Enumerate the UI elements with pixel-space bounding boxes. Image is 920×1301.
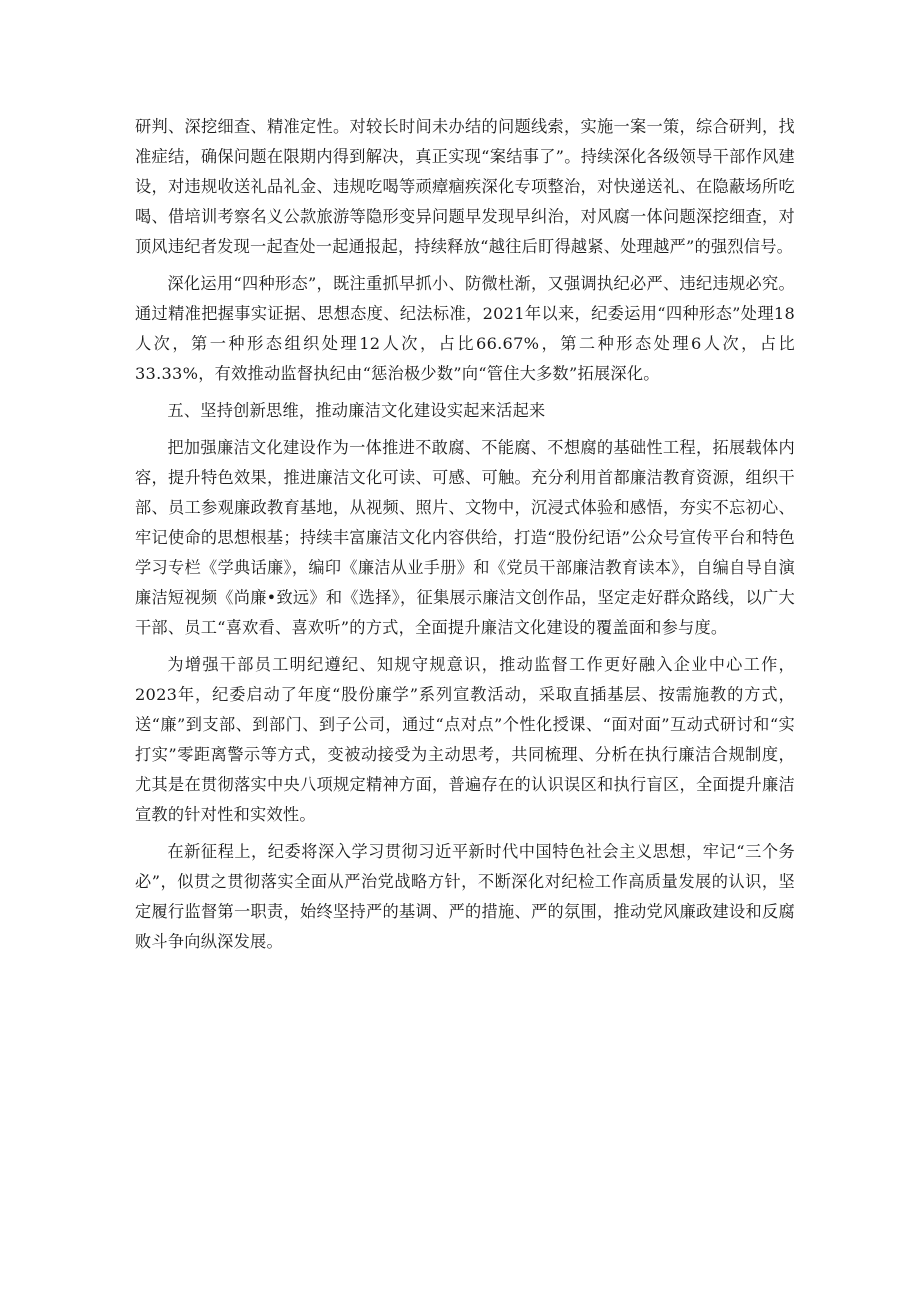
paragraph-integrity-culture: 把加强廉洁文化建设作为一体推进不敢腐、不能腐、不想腐的基础性工程，拓展载体内容，提升特色效果，推进廉洁文化可读、可感、可触。充分利用首都廉洁教育资源，组织干部、员工参观廉政教育基地，从视频、照片、文物中，沉浸式体验和感悟，夯实不忘初心、牢记使命的思想根基；持续丰富廉洁文化内容供给，打造“股份纪语”公众号宣传平台和特色学习专栏《学典话廉》，编印《廉洁从业手册》和《党员干部廉洁教育读本》，自编自导自演廉洁短视频《尚廉•致远》和《选择》，征集展示廉洁文创作品，坚定走好群众路线，以广大干部、员工“喜欢看、喜欢听”的方式，全面提升廉洁文化建设的覆盖面和参与度。 bbox=[135, 438, 795, 637]
document-body bbox=[135, 112, 795, 964]
section-heading-five: 五、坚持创新思维，推动廉洁文化建设实起来活起来 bbox=[167, 401, 546, 420]
paragraph-four-forms: 深化运用“四种形态”，既注重抓早抓小、防微杜渐，又强调执纪必严、违纪违规必究。通过精准把握事实证据、思想态度、纪法标准，2021年以来，纪委运用“四种形态”处理18人次，第一种形态组织处理12人次，占比66.67%，第二种形态处理6人次，占比33.33%，有效推动监督执纪由“惩治极少数”向“管住大多数”拓展深化。 bbox=[135, 274, 795, 383]
paragraph-education-activities: 为增强干部员工明纪遵纪、知规守规意识，推动监督工作更好融入企业中心工作，2023年，纪委启动了年度“股份廉学”系列宣教活动，采取直插基层、按需施教的方式，送“廉”到支部、到部门、到子公司，通过“点对点”个性化授课、“面对面”互动式研讨和“实打实”零距离警示等方式，变被动接受为主动思考，共同梳理、分析在执行廉洁合规制度，尤其是在贯彻落实中央八项规定精神方面，普遍存在的认识误区和执行盲区，全面提升廉洁宣教的针对性和实效性。 bbox=[135, 655, 795, 824]
paragraph-conclusion: 在新征程上，纪委将深入学习贯彻习近平新时代中国特色社会主义思想，牢记“三个务必”，似贯之贯彻落实全面从严治党战略方针，不断深化对纪检工作高质量发展的认识，坚定履行监督第一职责，始终坚持严的基调、严的措施、严的氛围，推动党风廉政建设和反腐败斗争向纵深发展。 bbox=[135, 842, 795, 951]
paragraph-case-handling: 研判、深挖细查、精准定性。对较长时间未办结的问题线索，实施一案一策，综合研判，找准症结，确保问题在限期内得到解决，真正实现“案结事了”。持续深化各级领导干部作风建设，对违规收送礼品礼金、违规吃喝等顽瘴痼疾深化专项整治，对快递送礼、在隐蔽场所吃喝、借培训考察名义公款旅游等隐形变异问题早发现早纠治，对风腐一体问题深挖细查，对顶风违纪者发现一起查处一起通报起，持续释放“越往后盯得越紧、处理越严”的强烈信号。 bbox=[135, 117, 795, 256]
